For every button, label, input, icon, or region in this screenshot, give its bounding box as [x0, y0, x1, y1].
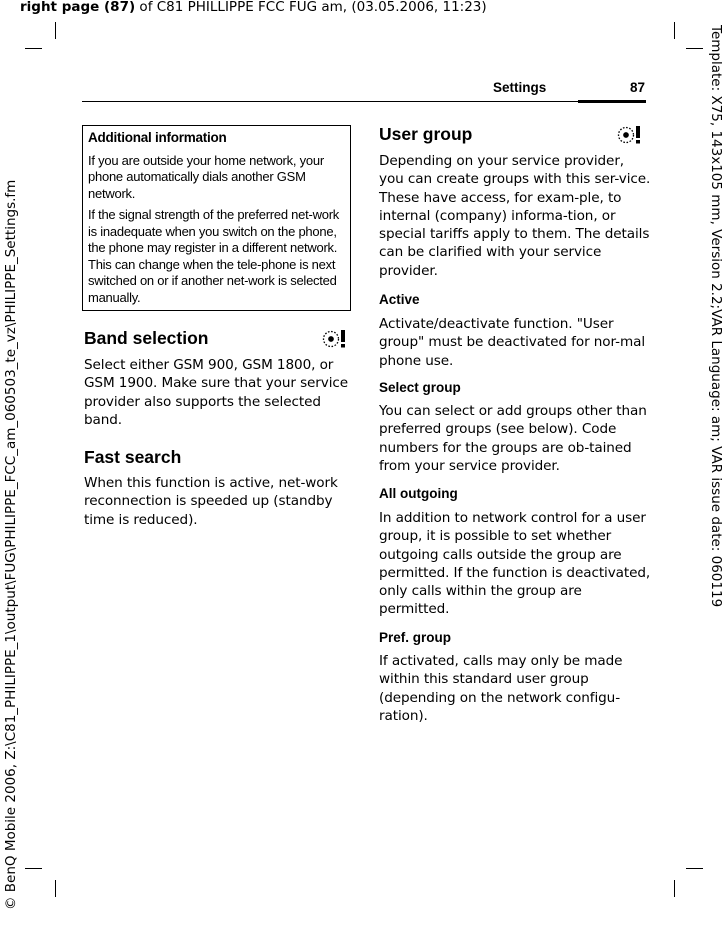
network-provider-icon — [617, 124, 645, 144]
fast-search-heading: Fast search — [84, 447, 182, 467]
additional-info-paragraph: If the signal strength of the preferred net-work is inadequate when you switch on the phone, the phone may register in a different network. This can change when the tele-phone is next switched on or if another net-work is selected manually. — [88, 207, 340, 305]
fast-search-body: When this function is active, net-work reconnection is speeded up (standby time is reduced). — [84, 475, 338, 528]
band-selection-body: Select either GSM 900, GSM 1800, or GSM 1900. Make sure that your service provider also supports the selected band. — [84, 357, 349, 428]
print-header — [20, 0, 487, 15]
crop-mark — [25, 868, 42, 869]
select-group-body: You can select or add groups other than preferred groups (see below). Code numbers for the groups are ob-tained from your service provider. — [379, 403, 647, 474]
section-title: Settings — [493, 80, 547, 95]
additional-info-title: Additional information — [88, 130, 227, 145]
user-group-heading: User group — [379, 124, 473, 144]
template-info-text: Template: X75, 143x105 mm, Version 2.2;VAR Language: am; VAR issue date: 060119 — [708, 25, 724, 608]
user-group-intro: Depending on your service provider, you can create groups with this ser-vice. These have access, for exam-ple, to internal (company) informa-tion, or special tariffs apply to them. The details can be clarified with your service provider. — [379, 153, 651, 279]
network-provider-icon — [322, 328, 350, 348]
page-number: 87 — [630, 80, 646, 95]
crop-mark — [686, 868, 703, 869]
crop-mark — [674, 880, 675, 897]
active-subheading: Active — [379, 292, 420, 307]
pref-group-body: If activated, calls may only be made within this standard user group (depending on the network configu-ration). — [379, 653, 623, 724]
additional-info-box — [82, 125, 351, 311]
all-outgoing-body: In addition to network control for a user group, it is possible to set whether outgoing calls outside the group are permitted. If the function is deactivated, only calls within the group are permitted. — [379, 510, 651, 618]
select-group-subheading: Select group — [379, 380, 461, 395]
crop-mark — [55, 22, 56, 39]
additional-info-paragraph: If you are outside your home network, your phone automatically dials another GSM network. — [88, 152, 324, 201]
active-body: Activate/deactivate function. "User group" must be deactivated for nor-mal phone use. — [379, 316, 645, 369]
crop-mark — [674, 22, 675, 39]
crop-mark — [55, 880, 56, 897]
header-rule-tab — [578, 100, 646, 103]
pref-group-subheading: Pref. group — [379, 630, 452, 645]
band-selection-heading: Band selection — [84, 328, 209, 348]
copyright-path-text: © BenQ Mobile 2006, Z:\C81_PHILIPPE_1\output\FUG\PHILIPPE_FCC_am_060503_te_vz\PHILIPPE_Settings.fm — [3, 179, 19, 910]
print-page-label: right page (87) — [20, 0, 136, 15]
crop-mark — [686, 48, 703, 49]
crop-mark — [25, 48, 42, 49]
header-rule — [82, 101, 646, 102]
print-header-rest: of C81 PHILLIPPE FCC FUG am, (03.05.2006, 11:23) — [135, 0, 487, 15]
all-outgoing-subheading: All outgoing — [379, 486, 458, 501]
